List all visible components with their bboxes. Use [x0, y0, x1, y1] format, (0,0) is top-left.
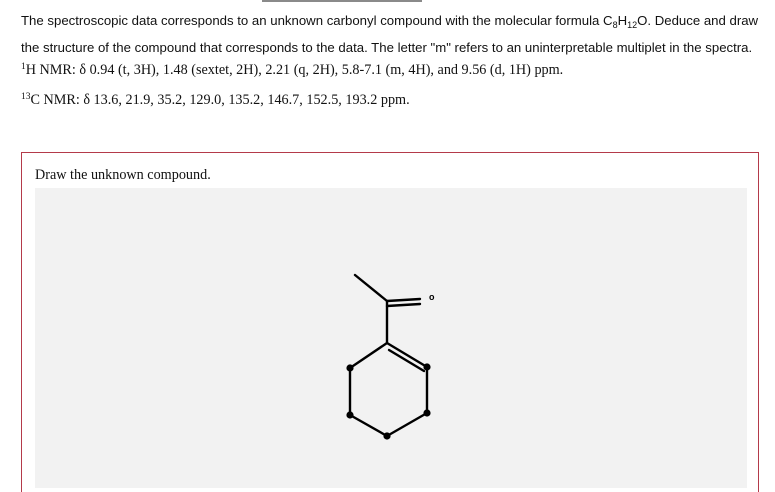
formula-h: H: [617, 13, 628, 28]
c-nmr-data: [21, 92, 410, 109]
bond-ring-3[interactable]: [387, 413, 427, 436]
bond-ring-6[interactable]: [350, 343, 387, 368]
bond-ring-1[interactable]: [387, 343, 427, 367]
question-text: [21, 10, 761, 58]
top-divider: [262, 0, 422, 2]
h-nmr-isotope: 1: [21, 62, 26, 72]
formula-subscript-12: 12: [627, 20, 638, 30]
atom-node[interactable]: [423, 409, 430, 416]
bond-carbonyl-o-1[interactable]: [387, 299, 420, 301]
question-text-part2: O. Deduce and draw the structure of the compound that corresponds to the data. The letter "m" refers to an uninterpretable multiplet in the spectra.: [21, 13, 759, 55]
bond-ring-1-double[interactable]: [389, 350, 424, 371]
oxygen-label[interactable]: o: [429, 292, 435, 302]
question-text-part1: The spectroscopic data corresponds to an unknown carbonyl compound with the molecular formula C: [21, 13, 613, 28]
c-nmr-text: C NMR: δ 13.6, 21.9, 35.2, 129.0, 135.2, 146.7, 152.5, 193.2 ppm.: [30, 92, 410, 108]
h-nmr-data: [21, 62, 563, 79]
formula-subscript-8: 8: [612, 20, 618, 30]
atom-node[interactable]: [346, 411, 353, 418]
h-nmr-text: H NMR: δ 0.94 (t, 3H), 1.48 (sextet, 2H), 2.21 (q, 2H), 5.8-7.1 (m, 4H), and 9.56 (d, 1H) ppm.: [25, 62, 564, 78]
atom-node[interactable]: [383, 432, 390, 439]
bond-carbonyl-o-2[interactable]: [387, 304, 420, 306]
molecule-drawing[interactable]: [35, 188, 747, 488]
panel-prompt: Draw the unknown compound.: [35, 167, 211, 183]
drawing-panel: [21, 152, 759, 492]
bond-methyl[interactable]: [355, 275, 387, 301]
drawing-canvas[interactable]: [35, 188, 747, 488]
c-nmr-isotope: 13: [21, 92, 31, 102]
atom-node[interactable]: [346, 364, 353, 371]
bond-ring-4[interactable]: [350, 415, 387, 436]
atom-node[interactable]: [423, 363, 430, 370]
